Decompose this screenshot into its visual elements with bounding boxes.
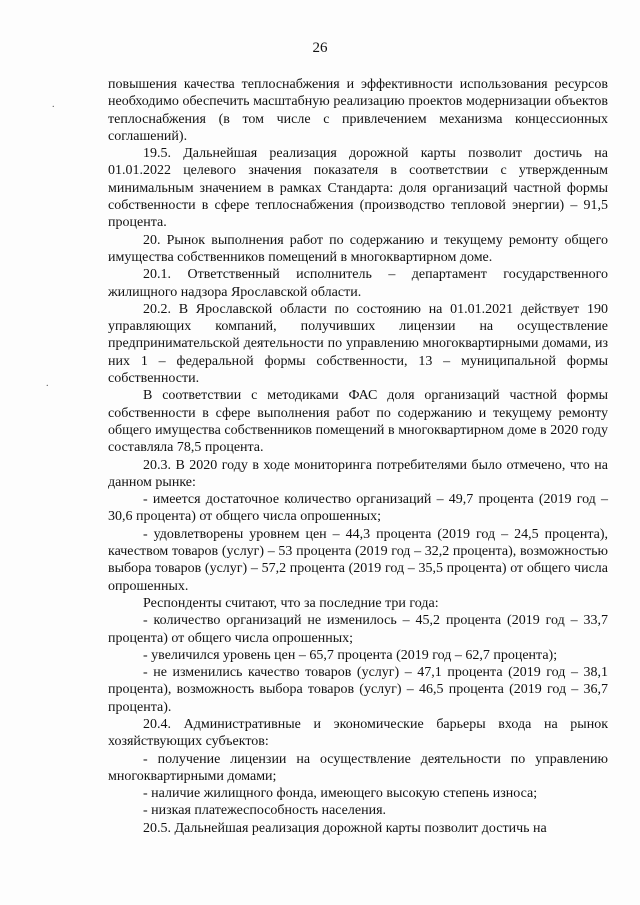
paragraph: - увеличился уровень цен – 65,7 процента (2019 год – 62,7 процента);: [143, 647, 558, 663]
paragraph: 20.1. Ответственный исполнитель – департамент государственного жилищного надзора Ярославской области.: [108, 267, 608, 300]
paragraph: 20. Рынок выполнения работ по содержанию и текущему ремонту общего имущества собственников помещений в многоквартирном доме.: [108, 232, 608, 265]
paragraph: 20.2. В Ярославской области по состоянию на 01.01.2021 действует 190 управляющих компаний, получивших лицензии на осуществление предпринимательской деятельности по управлению многоквартирными домами, из них 1 – федеральной формы собственности, 13 – муниципальной формы собственности.: [108, 301, 608, 387]
scan-mark: .: [52, 99, 55, 110]
paragraph: 20.4. Административные и экономические барьеры входа на рынок хозяйствующих субъектов:: [108, 716, 608, 750]
paragraph: - наличие жилищного фонда, имеющего высокую степень износа;: [143, 786, 538, 802]
paragraph: 19.5. Дальнейшая реализация дорожной карты позволит достичь на 01.01.2022 целевого значения показателя в соответствии с утвержденным минимальным значением в рамках Стандарта: доля организаций частной формы собственности в сфере теплоснабжения (производство тепловой энергии) – 91,5 процента.: [108, 146, 608, 231]
paragraph: - имеется достаточное количество организаций – 49,7 процента (2019 год – 30,6 процента) от общего числа опрошенных;: [108, 492, 608, 525]
paragraph: - количество организаций не изменилось – 45,2 процента (2019 год – 33,7 процента) от общего числа опрошенных;: [108, 613, 608, 646]
paragraph: - не изменились качество товаров (услуг) – 47,1 процента (2019 год – 38,1 процента), возможность выбора товаров (услуг) – 46,5 процента (2019 год – 36,7 процента).: [108, 665, 608, 715]
paragraph: - удовлетворены уровнем цен – 44,3 процента (2019 год – 24,5 процента), качеством товаров (услуг) – 53 процента (2019 год – 32,2 процента), возможностью выбора товаров (услуг) – 57,2 процента (2019 год – 35,5 процента) от общего числа опрошенных.: [108, 526, 608, 594]
paragraph: 20.5. Дальнейшая реализация дорожной карты позволит достичь на: [143, 820, 547, 836]
paragraph: повышения качества теплоснабжения и эффективности использования ресурсов необходимо обеспечить масштабную реализацию проектов модернизации объектов теплоснабжения (в том числе с привлечением механизма концессионных соглашений).: [108, 77, 608, 144]
paragraph: - низкая платежеспособность населения.: [143, 803, 387, 819]
scan-mark: .: [46, 378, 49, 389]
paragraph: - получение лицензии на осуществление деятельности по управлению многоквартирными домами;: [108, 751, 608, 784]
paragraph: В соответствии с методиками ФАС доля организаций частной формы собственности в сфере выполнения работ по содержанию и текущему ремонту общего имущества собственников помещений в многоквартирном доме в 2020 году составляла 78,5 процента.: [108, 388, 608, 456]
body-text: [108, 76, 608, 837]
paragraph: Респонденты считают, что за последние три года:: [143, 595, 439, 611]
page-number: 26: [312, 40, 328, 56]
paragraph: 20.3. В 2020 году в ходе мониторинга потребителями было отмечено, что на данном рынке:: [108, 457, 608, 490]
